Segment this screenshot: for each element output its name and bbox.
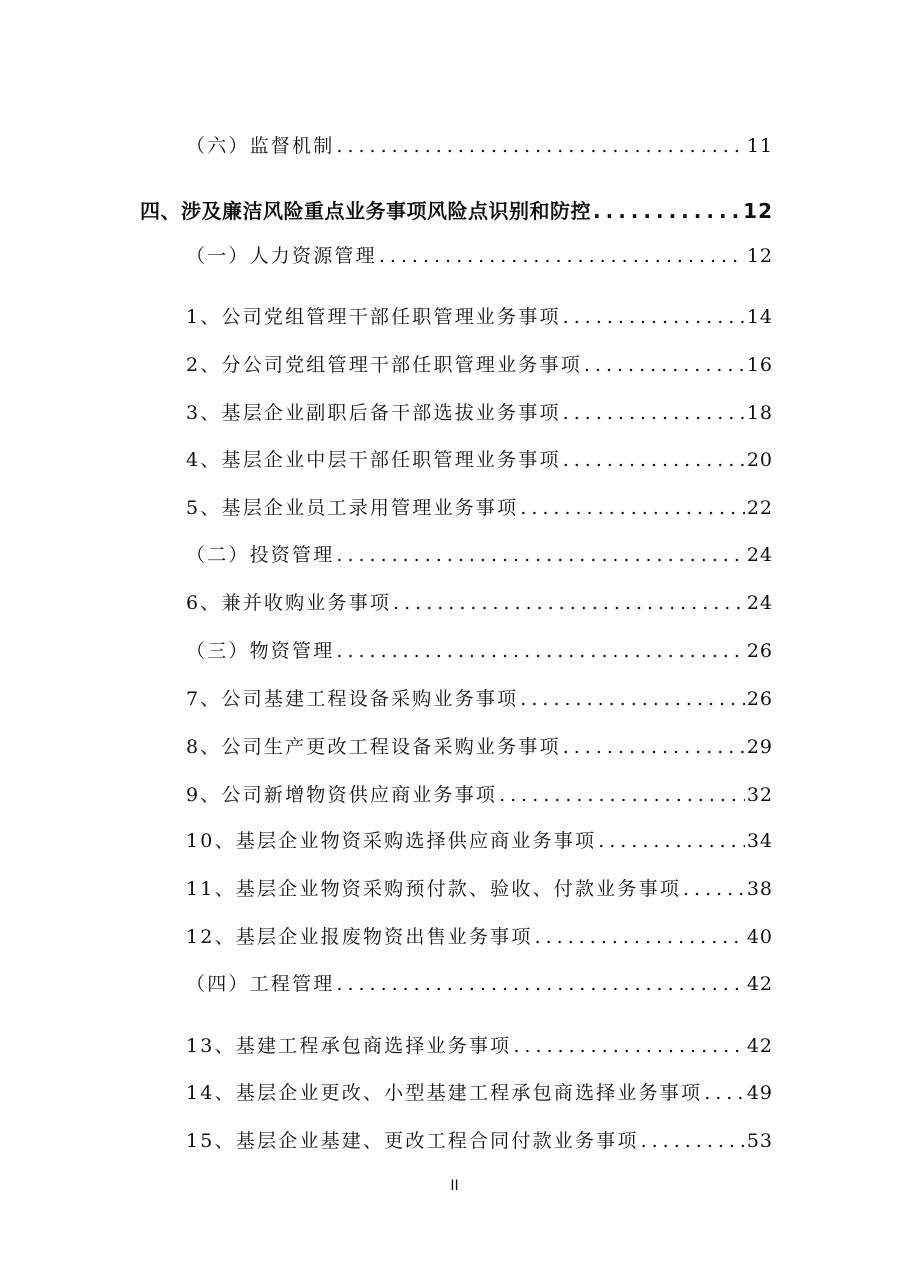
toc-entry (186, 826, 773, 853)
toc-leader-dots (563, 449, 745, 471)
toc-entry-text: 6、兼并收购业务事项 (186, 592, 392, 614)
toc-entry-text: 11、基层企业物资采购预付款、验收、付款业务事项 (186, 878, 681, 900)
toc-entry-text: 10、基层企业物资采购选择供应商业务事项 (186, 830, 597, 852)
toc-leader-dots (393, 592, 745, 614)
toc-leader-dots (520, 688, 745, 710)
toc-page-number: 26 (746, 688, 773, 710)
toc-entry (186, 540, 773, 567)
toc-entry-text: （一）人力资源管理 (186, 245, 377, 267)
toc-entry (186, 732, 773, 759)
toc-entry-text: 8、公司生产更改工程设备采购业务事项 (186, 736, 561, 758)
toc-entry-text: （三）物资管理 (186, 640, 335, 662)
toc-leader-dots (499, 784, 745, 806)
toc-entry-text: 四、涉及廉洁风险重点业务事项风险点识别和防控 (140, 199, 591, 223)
toc-page-number: 29 (746, 736, 773, 758)
toc-page-number: 42 (746, 973, 773, 995)
toc-entry (186, 684, 773, 711)
toc-entry (186, 1078, 773, 1105)
toc-entry-text: 12、基层企业报废物资出售业务事项 (186, 926, 533, 948)
toc-entry (186, 445, 773, 472)
toc-leader-dots (336, 640, 744, 662)
toc-page-number: 22 (746, 497, 773, 519)
toc-leader-dots (563, 402, 745, 424)
toc-leader-dots (593, 199, 741, 223)
toc-entry (186, 588, 773, 615)
toc-leader-dots (336, 135, 744, 157)
toc-entry-text: 2、分公司党组管理干部任职管理业务事项 (186, 354, 582, 376)
toc-page-number: 12 (743, 199, 773, 223)
toc-entry-text: 14、基层企业更改、小型基建工程承包商选择业务事项 (186, 1082, 703, 1104)
toc-leader-dots (598, 830, 745, 852)
toc-page-number: 24 (746, 592, 773, 614)
toc-page-number: 20 (746, 449, 773, 471)
toc-entry (186, 493, 773, 520)
toc-page-number: 40 (746, 926, 773, 948)
toc-page-number: 16 (746, 354, 773, 376)
toc-leader-dots (704, 1082, 745, 1104)
toc-leader-dots (535, 926, 745, 948)
toc-page-number: 24 (746, 544, 773, 566)
toc-page-number: 38 (746, 878, 773, 900)
toc-entry (186, 636, 773, 663)
toc-leader-dots (641, 1130, 745, 1152)
toc-entry-text: 1、公司党组管理干部任职管理业务事项 (186, 306, 561, 328)
toc-entry-text: （二）投资管理 (186, 544, 335, 566)
toc-entry (186, 241, 773, 268)
toc-leader-dots (584, 354, 745, 376)
toc-entry (186, 131, 773, 158)
toc-entry-text: 7、公司基建工程设备采购业务事项 (186, 688, 519, 710)
toc-entry-text: 3、基层企业副职后备干部选拔业务事项 (186, 402, 561, 424)
toc-leader-dots (379, 245, 745, 267)
toc-page-number: 32 (746, 784, 773, 806)
toc-page-number: 11 (746, 135, 773, 157)
toc-entry-text: 15、基层企业基建、更改工程合同付款业务事项 (186, 1130, 639, 1152)
toc-page-number: 34 (746, 830, 773, 852)
toc-leader-dots (520, 497, 745, 519)
toc-page-number: 12 (746, 245, 773, 267)
toc-entry-text: 5、基层企业员工录用管理业务事项 (186, 497, 519, 519)
toc-entry-text: （六）监督机制 (186, 135, 335, 157)
toc-leader-dots (336, 544, 744, 566)
toc-entry (186, 1031, 773, 1058)
toc-entry (186, 874, 773, 901)
toc-entry (186, 780, 773, 807)
toc-page-number: 53 (746, 1130, 773, 1152)
toc-entry-text: 9、公司新增物资供应商业务事项 (186, 784, 498, 806)
toc-entry (186, 302, 773, 329)
toc-leader-dots (683, 878, 745, 900)
toc-entry (186, 350, 773, 377)
toc-leader-dots (336, 973, 744, 995)
toc-page-number: 26 (746, 640, 773, 662)
toc-entry-text: （四）工程管理 (186, 973, 335, 995)
toc-page-number: 14 (746, 306, 773, 328)
toc-entry (186, 1126, 773, 1153)
toc-page-number: 18 (746, 402, 773, 424)
toc-entry-text: 13、基建工程承包商选择业务事项 (186, 1035, 512, 1057)
toc-leader-dots (563, 306, 745, 328)
toc-entry (186, 398, 773, 425)
toc-leader-dots (563, 736, 745, 758)
toc-entry-text: 4、基层企业中层干部任职管理业务事项 (186, 449, 561, 471)
toc-page-number: 42 (746, 1035, 773, 1057)
toc-entry (186, 922, 773, 949)
toc-page-number: 49 (746, 1082, 773, 1104)
toc-entry (186, 969, 773, 996)
page-number-footer: II (450, 1178, 459, 1194)
toc-leader-dots (513, 1035, 744, 1057)
toc-entry-heading (140, 195, 773, 224)
